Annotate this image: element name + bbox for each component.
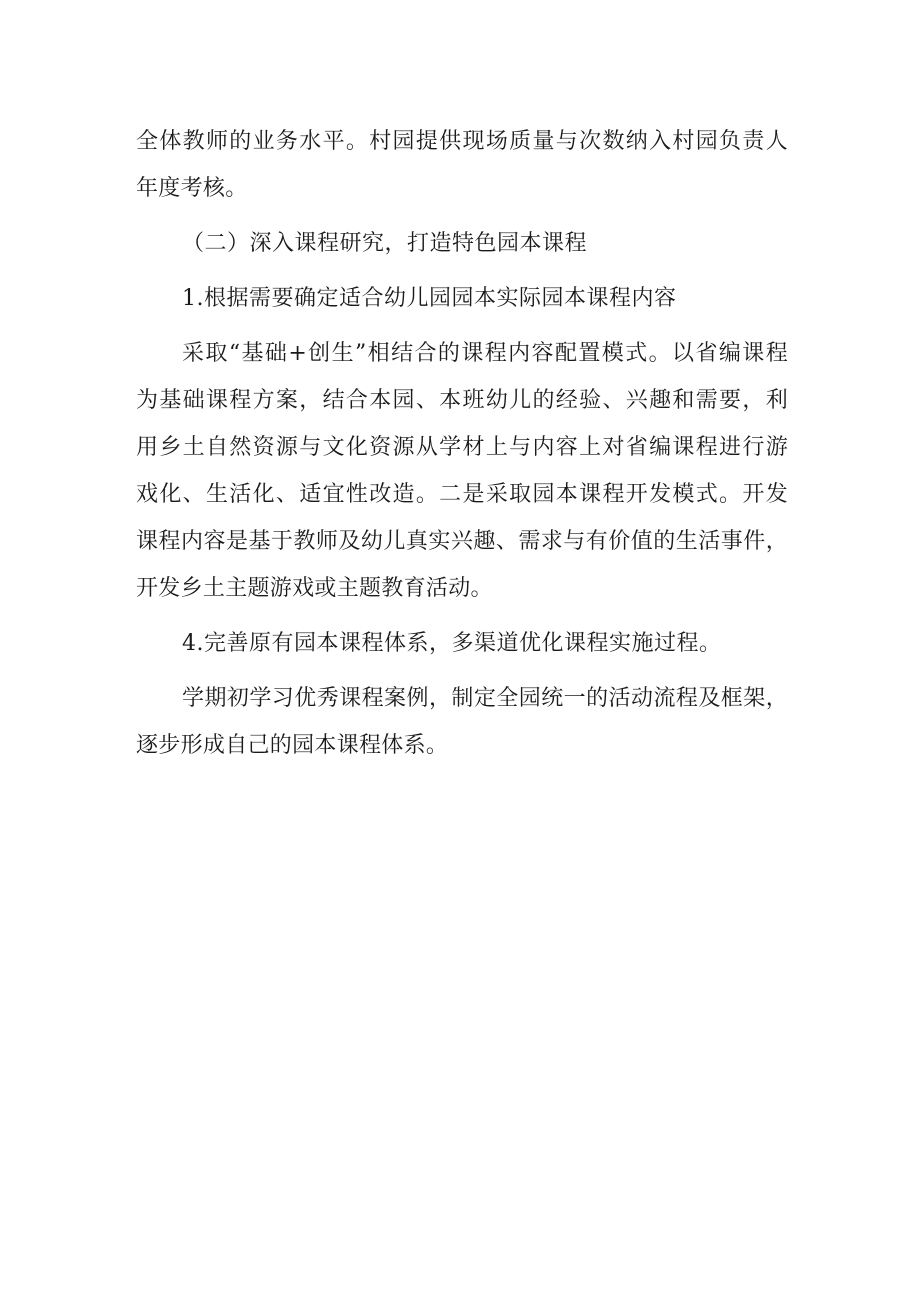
subheading: 4.完善原有园本课程体系，多渠道优化课程实施过程。 <box>182 631 722 656</box>
subheading-course-system <box>136 620 788 667</box>
document-body <box>136 118 788 769</box>
paragraph-line: 年度考核。 <box>136 176 248 201</box>
subheading-course-content <box>136 275 788 322</box>
paragraph-line: 采取“基础+创生”相结合的课程内容配置模式。以省编课程 <box>182 341 788 366</box>
section-heading-course-research <box>136 220 788 267</box>
paragraph-line: 课程内容是基于教师及幼儿真实兴趣、需求与有价值的生活事件， <box>136 529 788 554</box>
paragraph-line: 学期初学习优秀课程案例，制定全园统一的活动流程及框架， <box>182 686 788 711</box>
paragraph-line: 逐步形成自己的园本课程体系。 <box>136 733 449 758</box>
paragraph-line: 全体教师的业务水平。村园提供现场质量与次数纳入村园负责人 <box>136 129 788 154</box>
paragraph-line: 戏化、生活化、适宜性改造。二是采取园本课程开发模式。开发 <box>136 482 788 507</box>
subheading: 1.根据需要确定适合幼儿园园本实际园本课程内容 <box>182 286 677 311</box>
paragraph-course-cases <box>136 675 788 769</box>
section-heading: （二）深入课程研究，打造特色园本课程 <box>182 231 588 256</box>
paragraph-line: 为基础课程方案，结合本园、本班幼儿的经验、兴趣和需要，利 <box>136 388 788 413</box>
paragraph-line: 开发乡土主题游戏或主题教育活动。 <box>136 576 493 601</box>
paragraph-line: 用乡土自然资源与文化资源从学材上与内容上对省编课程进行游 <box>136 435 788 460</box>
paragraph-teacher-level <box>136 118 788 212</box>
paragraph-course-mode <box>136 330 788 612</box>
